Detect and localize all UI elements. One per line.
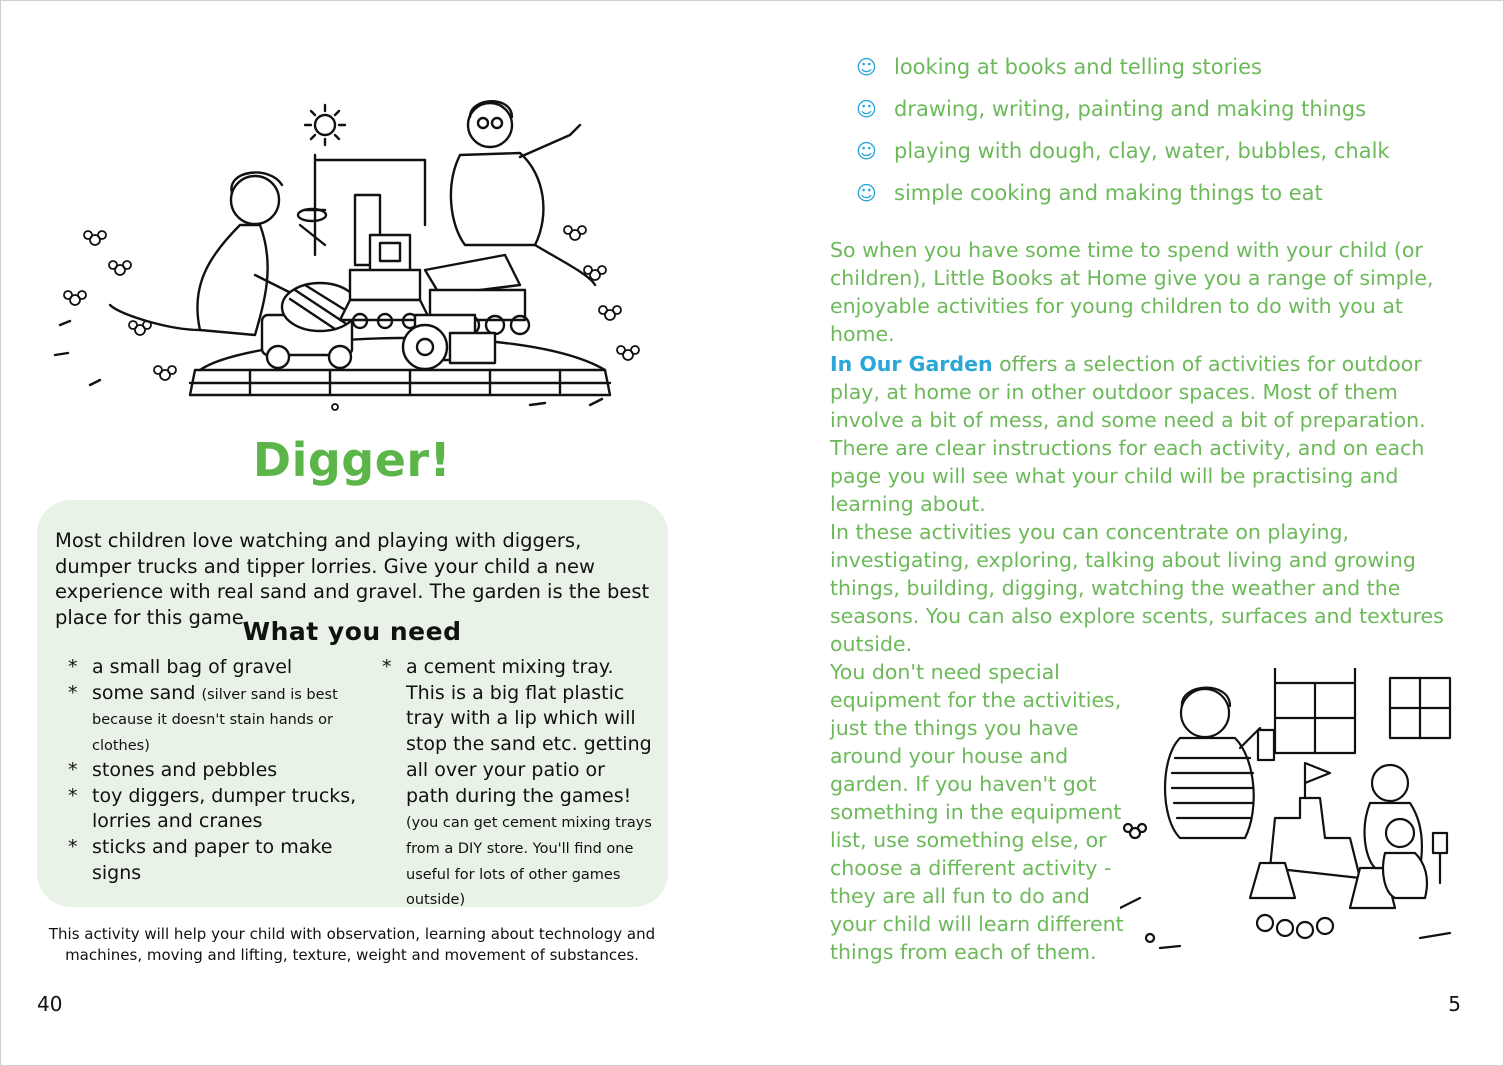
learning-footnote: This activity will help your child with observation, learning about technology and machines, moving and lifting, texture, weight and movement of substances. — [48, 925, 656, 964]
asterisk-bullet: * — [68, 758, 78, 781]
need-item — [68, 835, 358, 886]
need-item-note: (silver sand is best because it doesn't stain hands or clothes) — [92, 686, 338, 755]
need-item-text: stones and pebbles — [92, 758, 278, 781]
asterisk-bullet: * — [68, 681, 78, 704]
need-item — [68, 681, 358, 758]
bullet-text: looking at books and telling stories — [894, 55, 1262, 79]
need-item — [68, 758, 358, 784]
bullet-text: playing with dough, clay, water, bubbles, chalk — [894, 139, 1390, 163]
paragraph-intro: So when you have some time to spend with your child (or children), Little Books at Home give you a range of simple, enjoyable activities for young children to do with you at home. — [830, 238, 1434, 346]
smiley-icon: ☺ — [856, 181, 877, 205]
need-list-left — [68, 655, 358, 886]
page-number-right: 5 — [1448, 992, 1461, 1016]
activity-bullet-list — [856, 46, 1390, 214]
sandpit-illustration — [50, 85, 640, 420]
asterisk-bullet: * — [68, 835, 78, 858]
paragraph-equipment: You don't need special equipment for the activities, just the things you have around your house and garden. If you haven't got something in the equipment list, use something else, or choose a different activity - they are all fun to do and your child will learn different things from each of them. — [830, 660, 1124, 964]
need-item-note: (you can get cement mixing trays from a DIY store. You'll find one useful for lots of other games outside) — [406, 815, 652, 909]
need-item — [68, 784, 358, 835]
asterisk-bullet: * — [68, 656, 78, 678]
bullet-item — [856, 130, 1390, 172]
bullet-text: simple cooking and making things to eat — [894, 181, 1323, 205]
book-title-link: In Our Garden — [830, 352, 993, 376]
what-you-need-heading: What you need — [242, 617, 462, 646]
need-item-text: some sand — [92, 681, 196, 704]
bullet-text: drawing, writing, painting and making things — [894, 97, 1367, 121]
asterisk-bullet: * — [68, 784, 78, 807]
paragraph-in-our-garden — [830, 350, 1470, 518]
paragraph-activities: In these activities you can concentrate on playing, investigating, exploring, talking about living and growing things, building, digging, watching the weather and the seasons. You can also explore scents, surfaces and textures outside. — [830, 520, 1444, 656]
asterisk-bullet: * — [382, 656, 392, 678]
page-number-left: 40 — [37, 992, 63, 1016]
need-item — [68, 655, 358, 681]
need-item-text: toy diggers, dumper trucks, lorries and cranes — [92, 784, 357, 833]
bullet-item — [856, 172, 1390, 214]
need-item-text: sticks and paper to make signs — [92, 835, 333, 884]
need-list-right — [382, 655, 652, 912]
activity-intro: Most children love watching and playing with diggers, dumper trucks and tipper lorries. Give your child a new experience with real sand and gravel. The garden is the best place for this game. — [55, 529, 650, 629]
smiley-icon: ☺ — [856, 55, 877, 79]
activity-title: Digger! — [252, 433, 452, 487]
bullet-item — [856, 88, 1390, 130]
smiley-icon: ☺ — [856, 97, 877, 121]
need-item — [382, 655, 652, 912]
need-item-text: a small bag of gravel — [92, 656, 293, 678]
smiley-icon: ☺ — [856, 139, 877, 163]
need-item-text: a cement mixing tray. This is a big flat plastic tray with a lip which will stop the sand etc. getting all over your patio or path during the games! — [406, 656, 652, 807]
paragraph-text: offers a selection of activities for outdoor play, at home or in other outdoor spaces. Most of them involve a bit of mess, and some need a bit of preparation. There are clear instructions for each activity, and on each page you will see what your child will be practising and learning about. — [830, 352, 1426, 516]
bullet-item — [856, 46, 1390, 88]
sandcastle-illustration — [1120, 668, 1470, 958]
